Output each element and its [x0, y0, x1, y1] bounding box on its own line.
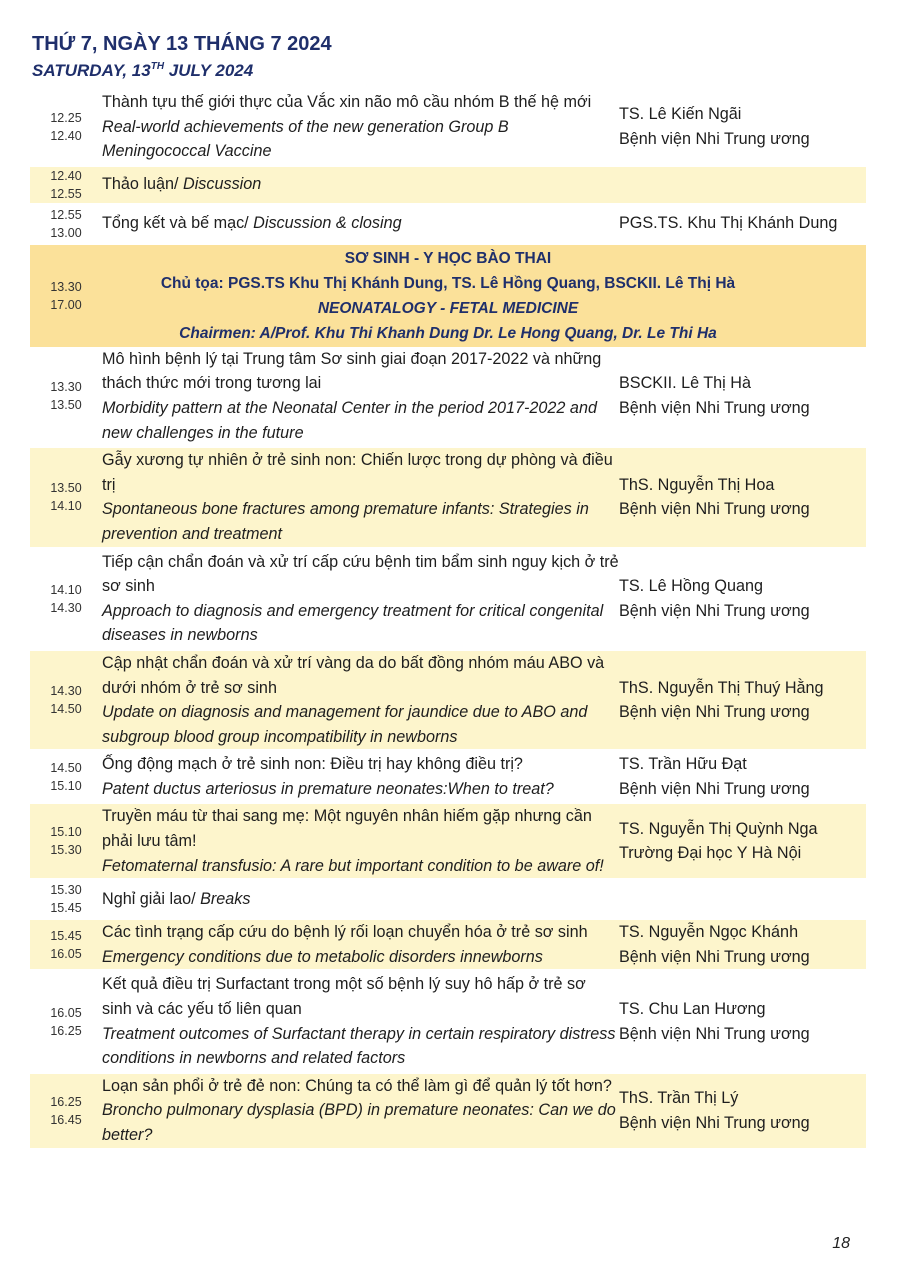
topic-en: Update on diagnosis and management for jaundice due to ABO and subgroup blood group incompatibility in newborns [102, 703, 588, 746]
time-cell [30, 881, 102, 917]
time-cell [30, 1093, 102, 1129]
topic-en: Real-world achievements of the new generation Group B Meningococcal Vaccine [102, 117, 509, 161]
topic-cell [102, 887, 619, 912]
speaker-affiliation: Bệnh viện Nhi Trung ương [619, 779, 810, 798]
session-title-vi: SƠ SINH - Y HỌC BÀO THAI [344, 249, 552, 267]
topic-vi: Kết quả điều trị Surfactant trong một số bệnh lý suy hô hấp ở trẻ sơ sinh và các yếu tố liên quan [102, 975, 586, 1019]
start-time: 12.25 [50, 110, 82, 125]
speaker-name: TS. Chu Lan Hương [619, 1000, 766, 1019]
time-cell [30, 109, 102, 145]
topic-en: Morbidity pattern at the Neonatal Center in the period 2017-2022 and new challenges in the future [102, 398, 597, 442]
program-row [30, 550, 866, 648]
topic-vi: Truyền máu từ thai sang mẹ: Một nguyên nhân hiếm gặp nhưng cần phải lưu tâm! [102, 807, 592, 851]
time-cell [30, 927, 102, 963]
end-time: 14.10 [50, 499, 82, 514]
speaker-cell [619, 371, 866, 420]
topic-vi: Mô hình bệnh lý tại Trung tâm Sơ sinh giai đoạn 2017-2022 và những thách thức mới trong tương lai [102, 349, 602, 393]
speaker-cell [619, 676, 866, 725]
program-row [30, 752, 866, 801]
speaker-name: ThS. Nguyễn Thị Thuý Hằng [619, 678, 824, 697]
topic-cell [102, 347, 619, 445]
speaker-cell [619, 817, 866, 866]
topic-cell [102, 90, 619, 164]
topic-en: Discussion & closing [253, 214, 402, 233]
program-table [30, 90, 866, 1148]
topic-cell [102, 920, 619, 969]
end-time: 13.00 [50, 225, 82, 240]
speaker-cell [619, 574, 866, 623]
topic-vi: Thành tựu thế giới thực của Vắc xin não mô cầu nhóm B thế hệ mới [102, 93, 592, 111]
date-title-vi: THỨ 7, NGÀY 13 THÁNG 7 2024 [32, 33, 332, 55]
speaker-cell [619, 752, 866, 801]
topic-vi: Các tình trạng cấp cứu do bệnh lý rối loạn chuyển hóa ở trẻ sơ sinh [102, 923, 588, 942]
start-time: 14.30 [50, 684, 82, 699]
speaker-name: TS. Trần Hữu Đạt [619, 755, 747, 774]
time-cell [30, 479, 102, 515]
end-time: 12.40 [50, 128, 82, 143]
speaker-name: TS. Nguyễn Thị Quỳnh Nga [619, 819, 818, 838]
program-row [30, 347, 866, 445]
speaker-cell [619, 997, 866, 1046]
topic-en: Fetomaternal transfusio: A rare but important condition to be aware of! [102, 856, 604, 875]
session-title-en: NEONATALOGY - FETAL MEDICINE [317, 299, 579, 317]
session-header [30, 245, 866, 347]
speaker-affiliation: Bệnh viện Nhi Trung ương [619, 129, 810, 148]
rows-before-session [30, 90, 866, 242]
topic-en: Patent ductus arteriosus in premature neonates:When to treat? [102, 779, 554, 798]
end-time: 12.55 [50, 186, 82, 201]
topic-cell [102, 752, 619, 801]
topic-vi: Tổng kết và bế mạc/ [102, 214, 249, 233]
program-row [30, 167, 866, 203]
topic-en: Broncho pulmonary dysplasia (BPD) in premature neonates: Can we do better? [102, 1101, 616, 1144]
topic-cell [102, 550, 619, 648]
topic-en: Treatment outcomes of Surfactant therapy in certain respiratory distress conditions in newborns and related factors [102, 1024, 616, 1068]
topic-en: Discussion [183, 175, 262, 194]
end-time: 15.30 [50, 843, 82, 858]
program-row [30, 881, 866, 917]
topic-en: Breaks [200, 889, 251, 908]
speaker-cell [619, 1086, 866, 1135]
program-row [30, 972, 866, 1070]
rows-after-session [30, 347, 866, 1148]
start-time: 14.50 [50, 760, 82, 775]
end-time: 15.45 [50, 901, 82, 916]
topic-vi: Cập nhật chẩn đoán và xử trí vàng da do bất đồng nhóm máu ABO và dưới nhóm ở trẻ sơ sinh [102, 653, 605, 697]
topic-vi: Ống động mạch ở trẻ sinh non: Điều trị hay không điều trị? [102, 755, 523, 774]
speaker-name: PGS.TS. Khu Thị Khánh Dung [619, 214, 838, 233]
program-row [30, 448, 866, 546]
start-time: 15.45 [50, 928, 82, 943]
end-time: 14.50 [50, 702, 82, 717]
end-time: 16.45 [50, 1112, 82, 1127]
start-time: 12.40 [50, 168, 82, 183]
session-info [102, 246, 866, 346]
start-time: 16.05 [50, 1005, 82, 1020]
speaker-cell [619, 102, 866, 151]
topic-cell [102, 211, 619, 236]
topic-cell [102, 1074, 619, 1148]
end-time: 13.50 [50, 397, 82, 412]
speaker-cell [619, 920, 866, 969]
speaker-cell [619, 211, 866, 236]
session-chair-en: Chairmen: A/Prof. Khu Thi Khanh Dung Dr. Le Hong Quang, Dr. Le Thi Ha [179, 324, 717, 342]
start-time: 13.50 [50, 481, 82, 496]
time-cell [30, 167, 102, 203]
speaker-affiliation: Bệnh viện Nhi Trung ương [619, 1024, 810, 1043]
speaker-name: TS. Lê Hồng Quang [619, 577, 763, 596]
start-time: 13.30 [50, 379, 82, 394]
page-number: 18 [832, 1235, 850, 1252]
time-cell [30, 759, 102, 795]
speaker-cell [619, 473, 866, 522]
start-time: 15.30 [50, 883, 82, 898]
page-header [32, 32, 332, 82]
time-cell [30, 581, 102, 617]
end-time: 16.25 [50, 1023, 82, 1038]
topic-vi: Tiếp cận chẩn đoán và xử trí cấp cứu bệnh tim bẩm sinh nguy kịch ở trẻ sơ sinh [102, 552, 619, 596]
topic-en: Approach to diagnosis and emergency treatment for critical congenital diseases in newborns [102, 601, 604, 645]
time-cell [30, 823, 102, 859]
topic-cell [102, 651, 619, 749]
speaker-name: TS. Lê Kiến Ngãi [619, 105, 742, 124]
speaker-affiliation: Bệnh viện Nhi Trung ương [619, 500, 810, 519]
program-row [30, 920, 866, 969]
end-time: 14.30 [50, 600, 82, 615]
date-title-en: SATURDAY, 13TH JULY 2024 [32, 61, 254, 80]
speaker-affiliation: Bệnh viện Nhi Trung ương [619, 703, 810, 722]
topic-en: Emergency conditions due to metabolic disorders innewborns [102, 947, 543, 966]
start-time: 12.55 [50, 207, 82, 222]
start-time: 16.25 [50, 1094, 82, 1109]
speaker-affiliation: Trường Đại học Y Hà Nội [619, 844, 802, 863]
speaker-affiliation: Bệnh viện Nhi Trung ương [619, 947, 810, 966]
speaker-name: TS. Nguyễn Ngọc Khánh [619, 923, 799, 942]
session-chair-vi: Chủ tọa: PGS.TS Khu Thị Khánh Dung, TS. Lê Hồng Quang, BSCKII. Lê Thị Hà [160, 274, 736, 292]
end-time: 15.10 [50, 778, 82, 793]
topic-vi: Loạn sản phổi ở trẻ đẻ non: Chúng ta có thể làm gì để quản lý tốt hơn? [102, 1076, 612, 1095]
program-row [30, 1074, 866, 1148]
program-row [30, 804, 866, 878]
speaker-name: ThS. Nguyễn Thị Hoa [619, 475, 775, 494]
program-row [30, 206, 866, 242]
program-row [30, 90, 866, 164]
speaker-affiliation: Bệnh viện Nhi Trung ương [619, 1113, 810, 1132]
time-cell [30, 1004, 102, 1040]
time-cell [30, 682, 102, 718]
topic-cell [102, 972, 619, 1070]
program-row [30, 651, 866, 749]
topic-vi: Nghỉ giải lao/ [102, 889, 196, 908]
time-cell [30, 378, 102, 414]
speaker-name: BSCKII. Lê Thị Hà [619, 374, 751, 393]
topic-cell [102, 172, 619, 197]
speaker-affiliation: Bệnh viện Nhi Trung ương [619, 398, 810, 417]
speaker-name: ThS. Trần Thị Lý [619, 1089, 739, 1108]
start-time: 14.10 [50, 582, 82, 597]
topic-cell [102, 804, 619, 878]
start-time: 15.10 [50, 825, 82, 840]
speaker-affiliation: Bệnh viện Nhi Trung ương [619, 601, 810, 620]
topic-en: Spontaneous bone fractures among premature infants: Strategies in prevention and treatment [102, 500, 589, 543]
end-time: 16.05 [50, 946, 82, 961]
topic-cell [102, 448, 619, 546]
topic-vi: Gẫy xương tự nhiên ở trẻ sinh non: Chiến lược trong dự phòng và điều trị [102, 451, 613, 494]
session-time: 13.30 17.00 [50, 279, 82, 312]
time-cell [30, 206, 102, 242]
topic-vi: Thảo luận/ [102, 175, 179, 194]
